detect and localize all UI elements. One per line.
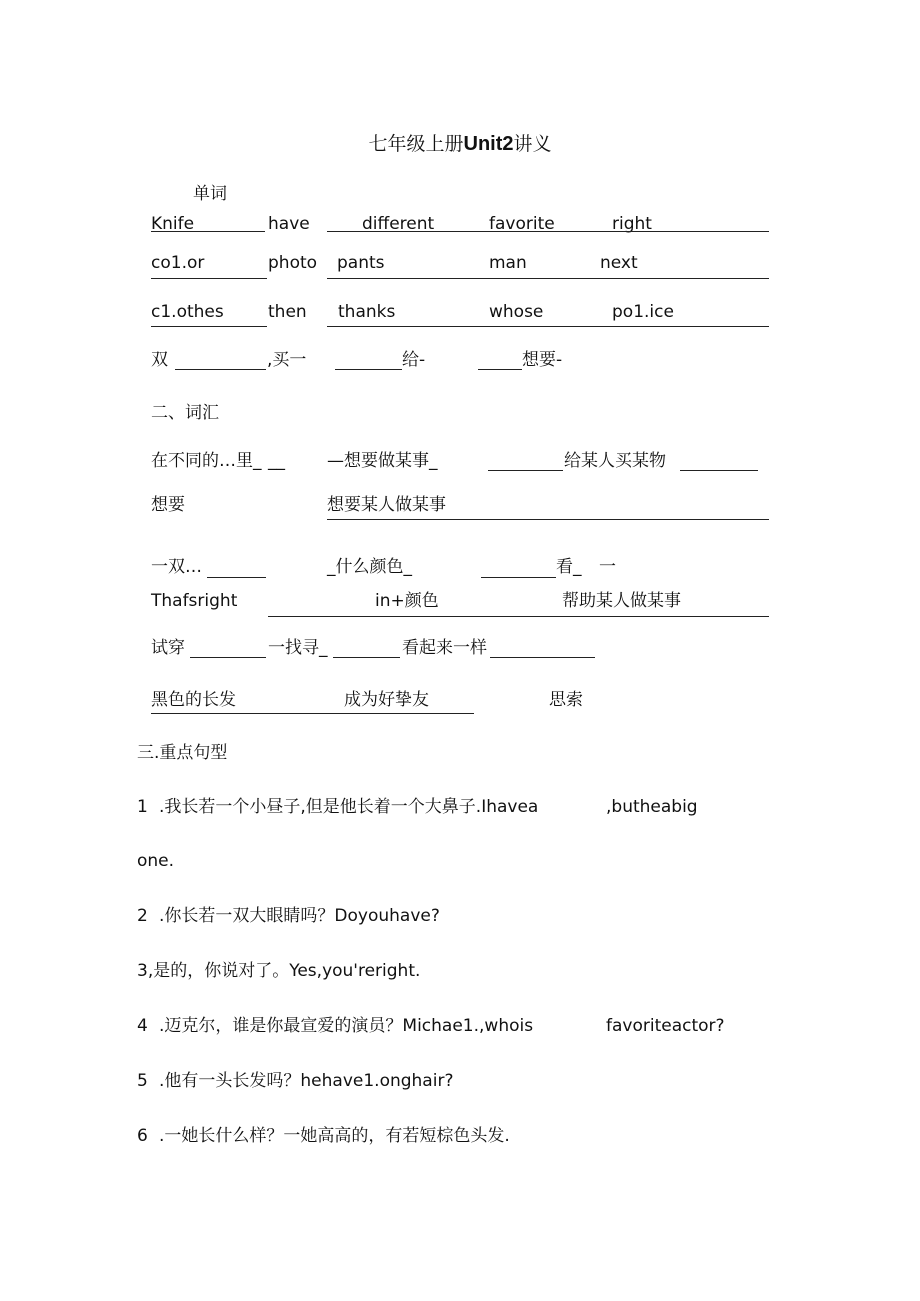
sentence-4-text: .迈克尔，谁是你最宣爱的演员？Michae1.,whois (159, 1016, 534, 1036)
blank-line (327, 326, 769, 327)
blank-line (151, 231, 265, 232)
blank-line (333, 657, 400, 658)
sentence-6-text: .一她长什么样？一她高高的，有若短棕色头发. (159, 1126, 510, 1146)
vocab-black-long-hair: 黑色的长发 (151, 690, 236, 710)
vocab-want: 想要 (151, 495, 185, 515)
blank-line (190, 657, 266, 658)
vocab-look: 看_ (556, 557, 582, 577)
sentence-6-num: 6 (137, 1126, 148, 1146)
title-suffix: 讲义 (513, 133, 552, 155)
word-then: then (268, 302, 307, 322)
blank-line (268, 616, 769, 617)
word-favorite: favorite (489, 214, 555, 234)
word-color: co1.or (151, 253, 205, 273)
vocab-want-to-do: —想要做某事_ (327, 451, 438, 471)
word-have: have (268, 214, 310, 234)
blank-line (327, 519, 769, 520)
sentence-1-cont: one. (137, 851, 175, 871)
sentence-2-text: .你长若一双大眼睛吗？Doyouhave? (159, 906, 440, 926)
title-bold: Unit2 (463, 133, 514, 155)
vocab-a-pair-of: 一双… (151, 557, 202, 577)
vocab-what-color: _什么颜色_ (327, 557, 412, 577)
word-next: next (600, 253, 638, 273)
word-give: 给- (402, 350, 426, 370)
sentence-1-num: 1 (137, 797, 148, 817)
word-different: different (362, 214, 435, 234)
vocab-try-on: 试穿 (151, 638, 185, 658)
vocab-heading: 二、词汇 (151, 403, 219, 423)
blank-line (680, 470, 758, 471)
word-man: man (489, 253, 527, 273)
word-want: 想要- (522, 350, 563, 370)
blank-line (151, 278, 267, 279)
word-clothes: c1.othes (151, 302, 224, 322)
blank-line (481, 577, 556, 578)
blank-line (327, 231, 769, 232)
vocab-want-sb-to-do: 想要某人做某事 (327, 495, 446, 515)
vocab-in-color: in+颜色 (375, 591, 439, 611)
vocab-think: 思索 (549, 690, 583, 710)
words-heading: 单词 (193, 184, 227, 204)
word-thanks: thanks (338, 302, 396, 322)
word-pair: 双 (151, 350, 168, 370)
vocab-dash: 一 (599, 557, 616, 577)
blank-line (490, 657, 595, 658)
sentence-3-text: 3,是的，你说对了。Yes,you'reright. (137, 961, 421, 981)
sentence-1-tail: ,butheabig (606, 797, 698, 817)
blank-line (335, 369, 402, 370)
vocab-look-for: 一找寻_ (268, 638, 328, 658)
vocab-in-different: 在不同的…里_ (151, 451, 262, 471)
page-title (0, 129, 920, 156)
blank-line (327, 278, 769, 279)
word-knife: Knife (151, 214, 195, 234)
word-pants: pants (337, 253, 385, 273)
vocab-become-friends: 成为好挚友 (344, 690, 429, 710)
sentences-heading: 三.重点句型 (137, 743, 228, 763)
vocab-buy-sb-sth: 给某人买某物 (564, 451, 666, 471)
title-prefix: 七年级上册 (368, 133, 464, 155)
sentence-5-num: 5 (137, 1071, 148, 1091)
sentence-2-num: 2 (137, 906, 148, 926)
blank-line (151, 326, 267, 327)
sentence-4-tail: favoriteactor? (606, 1016, 725, 1036)
word-photo: photo (268, 253, 318, 273)
blank-line (151, 713, 474, 714)
vocab-help-sb: 帮助某人做某事 (562, 591, 681, 611)
word-buy: ,买一 (267, 350, 307, 370)
sentence-5-text: .他有一头长发吗？hehave1.onghair? (159, 1071, 454, 1091)
sentence-1-text: .我长若一个小昼子,但是他长着一个大鼻子.Ihavea (159, 797, 539, 817)
word-whose: whose (489, 302, 544, 322)
sentence-4-num: 4 (137, 1016, 148, 1036)
blank-line (488, 470, 563, 471)
word-police: po1.ice (612, 302, 674, 322)
blank-line (478, 369, 522, 370)
vocab-thats-right: Thafsright (151, 591, 238, 611)
word-right: right (612, 214, 652, 234)
blank-line (207, 577, 266, 578)
blank-line (175, 369, 266, 370)
vocab-look-same: 看起来一样 (402, 638, 487, 658)
vocab-blank-mark: __ (268, 451, 285, 471)
